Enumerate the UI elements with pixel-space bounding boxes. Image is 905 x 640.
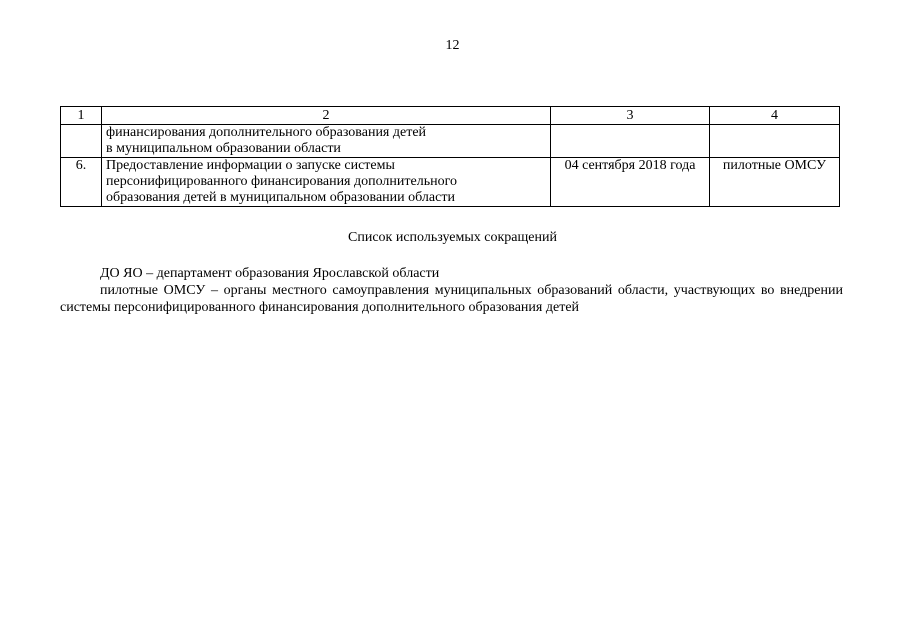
table-row [61, 158, 840, 207]
row-text-line: финансирования дополнительного образования детей [106, 125, 427, 140]
abbreviation-item: ДО ЯО – департамент образования Ярославской области [100, 266, 440, 281]
page-number: 12 [445, 38, 460, 53]
row-number: 6. [61, 158, 102, 207]
row-executor: пилотные ОМСУ [710, 158, 840, 207]
row-date [551, 125, 710, 158]
abbreviation-item: пилотные ОМСУ – органы местного самоуправления муниципальных образований области, участвующих во внедрении системы персонифицированного финансирования дополнительного образования детей [60, 283, 843, 315]
table-header-row [61, 107, 840, 125]
row-description [102, 125, 551, 158]
table-row [61, 125, 840, 158]
row-text-line: персонифицированного финансирования дополнительного [106, 174, 457, 189]
column-header-3: 3 [551, 107, 710, 125]
plan-table [60, 106, 840, 207]
row-text-line: образования детей в муниципальном образовании области [106, 190, 455, 205]
row-text-line: в муниципальном образовании области [106, 141, 341, 156]
abbreviations-title: Список используемых сокращений [348, 230, 557, 245]
column-header-4: 4 [710, 107, 840, 125]
row-executor [710, 125, 840, 158]
row-description [102, 158, 551, 207]
row-date: 04 сентября 2018 года [551, 158, 710, 207]
column-header-1: 1 [61, 107, 102, 125]
column-header-2: 2 [102, 107, 551, 125]
row-number [61, 125, 102, 158]
row-text-line: Предоставление информации о запуске системы [106, 158, 395, 173]
